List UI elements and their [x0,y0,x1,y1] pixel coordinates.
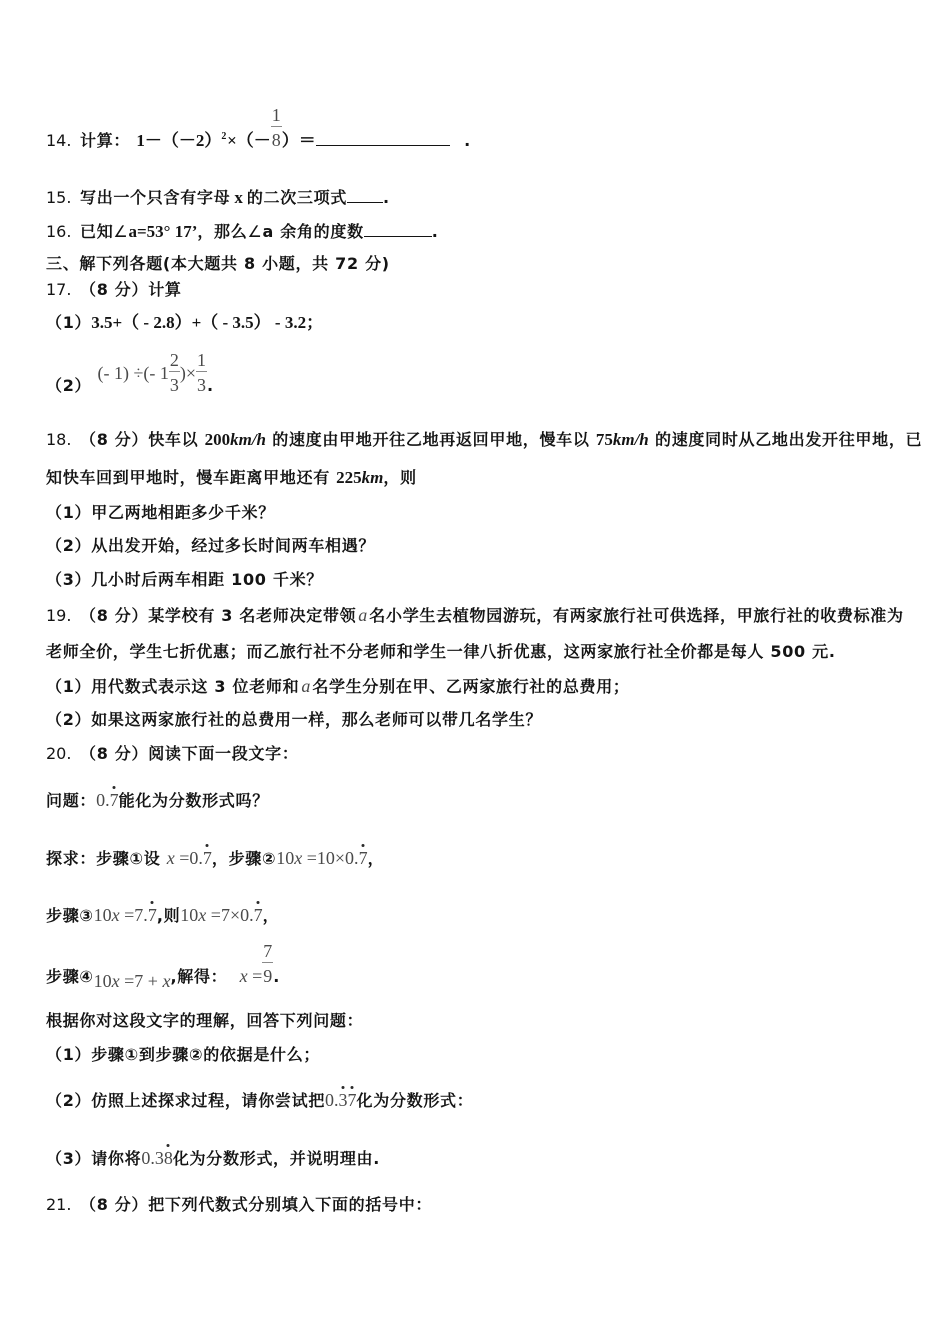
question-score: （8 分） [80,1195,149,1214]
question-number: 17. [46,280,72,299]
question-text: 写出一个只含有字母 [80,188,231,207]
decimal-int: 0. [96,790,110,810]
question-text: 的速度同时从乙地出发开往甲地，已 [648,430,923,449]
question-20-step-4 [46,941,281,991]
coefficient: 10 [276,848,295,868]
question-17 [46,280,182,300]
eq-part: =7×0. [206,905,254,925]
coefficient: 10 [180,905,199,925]
section-heading: 三、解下列各题(本大题共 8 小题，共 72 分) [46,254,390,273]
part-label: （2） [46,536,92,555]
variable: x [111,905,120,925]
question-number: 14. [46,131,72,150]
label: 步骤④ [46,967,94,986]
eq-part: = [247,966,263,986]
question-20-instruction [46,1011,363,1031]
text: ，步骤② [211,849,277,868]
question-score: （8 分） [80,280,149,299]
decimal [141,1148,173,1168]
variable: x [166,848,175,868]
expression-part: )× [179,363,197,383]
distance-value: 225 [336,468,362,487]
answer-blank [316,130,450,146]
part-text: 甲乙两地相距多少千米？ [91,503,275,522]
result [239,941,274,986]
speed-unit: km/h [230,430,266,449]
decimal [325,1090,357,1110]
equation [180,905,262,925]
question-text: a 余角的度数 [262,222,364,241]
expression: 3.5+（ - 2.8）+（ - 3.5） - 3.2； [91,313,324,332]
fraction-denominator: 3 [197,375,207,395]
question-19-line-2 [46,642,836,662]
question-text: 的二次三项式 [246,188,348,207]
part-text: 请你将 [91,1149,142,1168]
label: 探求：步骤①设 [46,849,161,868]
repeating-digit: 7 [253,905,263,925]
fraction-denominator: 8 [271,130,281,150]
text: ,解得： [170,967,228,986]
part-label: （1） [46,503,92,522]
fraction [169,350,179,395]
question-20-problem [46,790,269,811]
question-20-step-3 [46,905,279,926]
question-18-line-2 [46,468,417,488]
question-text: 老师全价，学生七折优惠；而乙旅行社不分老师和学生一律八折优惠，这两家旅行社全价都是每人 500 元. [46,642,836,661]
question-text: 能化为分数形式吗？ [118,791,269,810]
variable: a [301,676,311,696]
part-label: （3） [46,570,92,589]
question-17-part-1 [46,313,323,333]
equation [94,905,157,925]
question-20 [46,744,299,764]
question-19-part-2 [46,710,542,730]
fraction-numerator: 7 [263,941,273,961]
question-number: 21. [46,1195,72,1214]
question-20-explore [46,848,384,869]
part-label: （1） [46,1045,92,1064]
question-score: （8 分） [80,430,149,449]
question-text: 的速度由甲地开往乙地再返回甲地，慢车以 [266,430,596,449]
expression-part: 1－（－2） [136,131,222,150]
speed-value: 200 [204,430,231,449]
repeating-digit: 8 [163,1148,173,1168]
fraction-denominator: 3 [169,375,179,395]
question-number: 16. [46,222,72,241]
part-text: 步骤①到步骤②的依据是什么； [91,1045,321,1064]
part-text: 化为分数形式： [356,1091,474,1110]
fraction-numerator: 1 [271,105,281,125]
part-text: 如果这两家旅行社的总费用一样，那么老师可以带几名学生？ [91,710,543,729]
part-label: （2） [46,376,92,395]
question-16 [46,221,439,242]
equation [276,848,367,868]
repeating-digit: 7 [358,848,368,868]
part-label: （1） [46,677,92,696]
equation [94,971,171,991]
part-label: （2） [46,710,92,729]
variable: x [234,188,243,207]
eq-part: =0. [174,848,203,868]
expression-part: ）＝ [281,131,316,150]
question-text: 快车以 [148,430,205,449]
question-number: 19. [46,606,72,625]
angle-symbol: ∠ [247,222,263,241]
label: 步骤③ [46,906,94,925]
question-18-part-1 [46,503,275,523]
equation [167,848,212,868]
question-15 [46,187,390,208]
part-text: 几小时后两车相距 100 千米？ [91,570,323,589]
question-text: ，那么 [197,222,248,241]
angle-symbol: ∠ [113,222,129,241]
fraction [197,350,207,395]
part-text: 用代数式表示这 3 位老师和 [91,677,300,696]
part-text: 仿照上述探求过程，请你尝试把 [91,1091,326,1110]
coefficient: 10 [93,905,112,925]
question-20-part-3 [46,1148,380,1169]
period: . [431,222,439,241]
fraction-numerator: 2 [169,350,179,370]
question-number: 15. [46,188,72,207]
question-17-part-2 [46,350,214,396]
question-prompt: 把下列代数式分别填入下面的括号中： [148,1195,433,1214]
question-text: 某学校有 3 名老师决定带领 [148,606,357,625]
eq-part: =10×0. [302,848,359,868]
part-text: 名学生分别在甲、乙两家旅行社的总费用； [312,677,630,696]
question-prompt: 计算： [80,131,131,150]
question-number: 20. [46,744,72,763]
repeating-digit: 7 [147,905,157,925]
text: ,则 [156,906,181,925]
decimal-int: 0. [325,1090,339,1110]
period: . [207,376,214,395]
question-prompt: 计算 [148,280,182,299]
text: ， [367,849,385,868]
text: ， [262,906,280,925]
decimal [96,790,119,810]
period: . [464,131,471,150]
variable: x [111,971,120,991]
instruction-text: 根据你对这段文字的理解，回答下列问题： [46,1011,364,1030]
eq-part: =7 + [119,971,163,991]
distance-unit: km [361,468,384,487]
part-label: （3） [46,1149,92,1168]
expression-part: (- 1) ÷(- 1 [97,363,169,383]
question-score: （8 分） [80,606,149,625]
question-prompt: 阅读下面一段文字： [148,744,299,763]
question-19-line-1 [46,605,904,626]
variable: x [239,966,248,986]
repeating-digit: 3 [338,1090,348,1110]
part-text: 化为分数形式，并说明理由. [172,1149,381,1168]
speed-unit: km/h [612,430,649,449]
variable: x [162,971,171,991]
question-text: ，则 [383,468,417,487]
question-number: 18. [46,430,72,449]
question-21 [46,1195,432,1215]
expression-part: ×（－ [227,131,271,150]
part-text: 从出发开始，经过多长时间两车相遇？ [91,536,376,555]
question-text: 知快车回到甲地时，慢车距离甲地还有 [46,468,337,487]
angle-value: a=53° 17’ [128,222,198,241]
question-18-line-1 [46,430,922,450]
part-label: （2） [46,1091,92,1110]
variable: a [358,605,368,625]
answer-blank [347,187,383,203]
speed-value: 75 [595,430,613,449]
label: 问题： [46,791,97,810]
coefficient: 10 [93,971,112,991]
repeating-digit: 7 [109,790,119,810]
exponent: 2 [221,131,228,142]
fraction [263,941,273,986]
question-20-part-1 [46,1045,320,1065]
question-14 [46,105,471,154]
question-text: 名小学生去植物园游玩，有两家旅行社可供选择，甲旅行社的收费标准为 [369,606,904,625]
variable: x [198,905,207,925]
question-19-part-1 [46,676,630,697]
question-text: 已知 [80,222,114,241]
fraction-denominator: 9 [263,966,273,986]
period: . [273,967,281,986]
repeating-digit: 7 [202,848,212,868]
answer-blank [364,221,432,237]
question-score: （8 分） [80,744,149,763]
question-18-part-2 [46,536,375,556]
question-20-part-2 [46,1090,473,1111]
eq-part: =7. [119,905,148,925]
variable: x [294,848,303,868]
fraction [271,105,281,150]
part-label: （1） [46,313,92,332]
fraction-numerator: 1 [197,350,207,370]
repeating-digit: 7 [347,1090,357,1110]
period: . [383,188,390,207]
decimal-int: 0.3 [141,1148,164,1168]
question-18-part-3 [46,570,323,590]
